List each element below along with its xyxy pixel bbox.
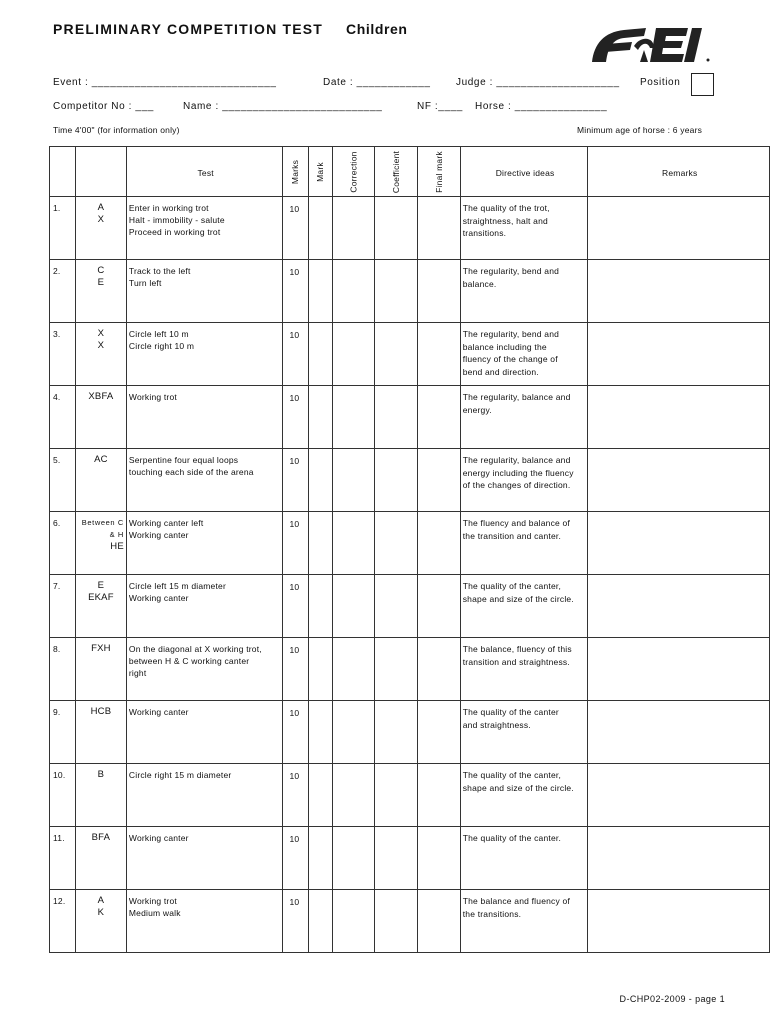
movement-letters: A K (97, 895, 105, 918)
final-mark-cell[interactable] (418, 638, 461, 701)
directive-ideas: The quality of the trot, straightness, halt and transitions. (462, 203, 550, 239)
coefficient-cell (374, 890, 417, 953)
final-mark-cell[interactable] (418, 197, 461, 260)
movement-letters: E EKAF (88, 580, 114, 603)
correction-cell[interactable] (332, 323, 374, 386)
directive-ideas: The quality of the canter. (462, 833, 562, 843)
movement-number: 7. (53, 581, 61, 591)
max-marks: 10 (289, 708, 300, 718)
col-remarks (588, 147, 770, 197)
col-final-mark (418, 147, 461, 197)
time-note: Time 4'00" (for information only) (53, 125, 180, 135)
coefficient-cell (374, 260, 417, 323)
directive-ideas: The regularity, balance and energy. (462, 392, 571, 415)
test-description: Working canter (128, 707, 189, 717)
final-mark-cell[interactable] (418, 827, 461, 890)
max-marks: 10 (289, 267, 300, 277)
movement-letters: BFA (91, 832, 111, 843)
page-title: PRELIMINARY COMPETITION TEST (53, 21, 324, 37)
remarks-cell[interactable] (588, 638, 770, 701)
remarks-cell[interactable] (588, 386, 770, 449)
final-mark-cell[interactable] (418, 764, 461, 827)
col-marks (283, 147, 308, 197)
nf-field: NF :____ (417, 101, 463, 112)
table-row (50, 386, 770, 449)
table-row (50, 449, 770, 512)
movement-number: 5. (53, 455, 61, 465)
remarks-cell[interactable] (588, 827, 770, 890)
col-coefficient (374, 147, 417, 197)
movement-number: 6. (53, 518, 61, 528)
movement-letters: HCB (90, 706, 112, 717)
mark-cell[interactable] (308, 638, 332, 701)
max-marks: 10 (289, 456, 300, 466)
table-header-row (50, 147, 770, 197)
directive-ideas: The fluency and balance of the transition and canter. (462, 518, 571, 541)
final-mark-cell[interactable] (418, 260, 461, 323)
test-description: On the diagonal at X working trot, between H & C working canter right (128, 644, 262, 678)
test-description: Working trot Medium walk (128, 896, 181, 918)
final-mark-cell[interactable] (418, 449, 461, 512)
test-description: Enter in working trot Halt - immobility - salute Proceed in working trot (128, 203, 225, 237)
test-description: Working canter (128, 833, 189, 843)
max-marks: 10 (289, 834, 300, 844)
mark-cell[interactable] (308, 386, 332, 449)
mark-cell[interactable] (308, 764, 332, 827)
col-movement (75, 147, 126, 197)
movement-letters-line1: Between C & H (81, 518, 124, 539)
correction-cell[interactable] (332, 575, 374, 638)
test-description: Working trot (128, 392, 177, 402)
col-number (50, 147, 76, 197)
movement-number: 4. (53, 392, 61, 402)
remarks-cell[interactable] (588, 512, 770, 575)
remarks-cell[interactable] (588, 197, 770, 260)
correction-cell[interactable] (332, 197, 374, 260)
remarks-cell[interactable] (588, 890, 770, 953)
table-row (50, 764, 770, 827)
directive-ideas: The balance, fluency of this transition and straightness. (462, 644, 572, 667)
final-mark-cell[interactable] (418, 575, 461, 638)
movement-letters: X X (97, 328, 105, 351)
table-row (50, 575, 770, 638)
test-description: Working canter left Working canter (128, 518, 204, 540)
test-description: Serpentine four equal loops touching each side of the arena (128, 455, 254, 477)
movement-letters: A X (97, 202, 105, 225)
movement-number: 12. (53, 896, 66, 906)
col-marks-label: Marks (290, 159, 301, 184)
coefficient-cell (374, 323, 417, 386)
table-row (50, 512, 770, 575)
coefficient-cell (374, 701, 417, 764)
final-mark-cell[interactable] (418, 323, 461, 386)
remarks-cell[interactable] (588, 449, 770, 512)
score-table (49, 146, 770, 953)
correction-cell[interactable] (332, 827, 374, 890)
movement-number: 1. (53, 203, 61, 213)
directive-ideas: The balance and fluency of the transitions. (462, 896, 571, 919)
movement-letters: XBFA (88, 391, 114, 402)
test-description: Track to the left Turn left (128, 266, 191, 288)
remarks-cell[interactable] (588, 323, 770, 386)
position-box (691, 73, 714, 96)
correction-cell[interactable] (332, 449, 374, 512)
table-row (50, 638, 770, 701)
mark-cell[interactable] (308, 323, 332, 386)
movement-number: 11. (53, 833, 65, 843)
correction-cell[interactable] (332, 890, 374, 953)
col-correction (332, 147, 374, 197)
correction-cell[interactable] (332, 764, 374, 827)
final-mark-cell[interactable] (418, 701, 461, 764)
correction-cell[interactable] (332, 386, 374, 449)
min-age-note: Minimum age of horse : 6 years (577, 125, 703, 135)
col-mark-label: Mark (315, 161, 326, 182)
max-marks: 10 (289, 645, 300, 655)
test-description: Circle right 15 m diameter (128, 770, 232, 780)
movement-number: 8. (53, 644, 61, 654)
page-subtitle: Children (346, 21, 408, 37)
col-mark (308, 147, 332, 197)
movement-letters-line2: HE (110, 541, 124, 552)
coefficient-cell (374, 575, 417, 638)
table-row (50, 197, 770, 260)
col-remarks-label: Remarks (662, 168, 698, 178)
remarks-cell[interactable] (588, 701, 770, 764)
test-description: Circle left 15 m diameter Working canter (128, 581, 227, 603)
directive-ideas: The regularity, bend and balance. (462, 266, 560, 289)
max-marks: 10 (289, 330, 300, 340)
movement-letters: C E (97, 265, 105, 288)
max-marks: 10 (289, 393, 300, 403)
final-mark-cell[interactable] (418, 386, 461, 449)
directive-ideas: The regularity, bend and balance including the fluency of the change of bend and direction. (462, 329, 560, 377)
mark-cell[interactable] (308, 575, 332, 638)
movement-letters: B (97, 769, 105, 780)
movement-number: 2. (53, 266, 61, 276)
fei-logo-mark (584, 22, 716, 64)
movement-letters: AC (94, 454, 108, 465)
coefficient-cell (374, 638, 417, 701)
correction-cell[interactable] (332, 512, 374, 575)
coefficient-cell (374, 386, 417, 449)
page-footer: D-CHP02-2009 - page 1 (619, 994, 725, 1004)
movement-number: 9. (53, 707, 61, 717)
remarks-cell[interactable] (588, 260, 770, 323)
table-row (50, 323, 770, 386)
table-row (50, 260, 770, 323)
max-marks: 10 (289, 519, 300, 529)
mark-cell[interactable] (308, 827, 332, 890)
position-label: Position (640, 77, 681, 88)
correction-cell[interactable] (332, 638, 374, 701)
event-field: Event : ______________________________ (53, 77, 277, 88)
col-final-mark-label: Final mark (433, 150, 444, 193)
coefficient-cell (374, 827, 417, 890)
col-directive-label: Directive ideas (495, 168, 555, 178)
table-row (50, 827, 770, 890)
mark-cell[interactable] (308, 890, 332, 953)
max-marks: 10 (289, 204, 300, 214)
name-field: Name : __________________________ (183, 101, 383, 112)
correction-cell[interactable] (332, 701, 374, 764)
col-directive (460, 147, 588, 197)
table-row (50, 701, 770, 764)
col-coefficient-label: Coefficient (390, 150, 401, 193)
coefficient-cell (374, 764, 417, 827)
remarks-cell[interactable] (588, 764, 770, 827)
test-description: Circle left 10 m Circle right 10 m (128, 329, 195, 351)
col-test-label: Test (197, 168, 214, 178)
max-marks: 10 (289, 897, 300, 907)
mark-cell[interactable] (308, 512, 332, 575)
movement-letters (76, 512, 126, 553)
movement-number: 10. (53, 770, 66, 780)
max-marks: 10 (289, 582, 300, 592)
horse-field: Horse : _______________ (475, 101, 608, 112)
directive-ideas: The regularity, balance and energy including the fluency of the changes of direction. (462, 455, 574, 491)
col-correction-label: Correction (348, 150, 359, 193)
coefficient-cell (374, 512, 417, 575)
remarks-cell[interactable] (588, 575, 770, 638)
correction-cell[interactable] (332, 260, 374, 323)
fei-logo (584, 22, 716, 69)
mark-cell[interactable] (308, 701, 332, 764)
directive-ideas: The quality of the canter and straightness. (462, 707, 559, 730)
directive-ideas: The quality of the canter, shape and size of the circle. (462, 770, 574, 793)
competitor-field: Competitor No : ___ (53, 101, 154, 112)
mark-cell[interactable] (308, 260, 332, 323)
movement-number: 3. (53, 329, 61, 339)
coefficient-cell (374, 449, 417, 512)
final-mark-cell[interactable] (418, 512, 461, 575)
movement-letters: FXH (91, 643, 111, 654)
mark-cell[interactable] (308, 449, 332, 512)
coefficient-cell (374, 197, 417, 260)
date-field: Date : ____________ (323, 77, 431, 88)
judge-field: Judge : ____________________ (456, 77, 620, 88)
table-row (50, 890, 770, 953)
directive-ideas: The quality of the canter, shape and size of the circle. (462, 581, 574, 604)
mark-cell[interactable] (308, 197, 332, 260)
max-marks: 10 (289, 771, 300, 781)
col-test (126, 147, 283, 197)
final-mark-cell[interactable] (418, 890, 461, 953)
